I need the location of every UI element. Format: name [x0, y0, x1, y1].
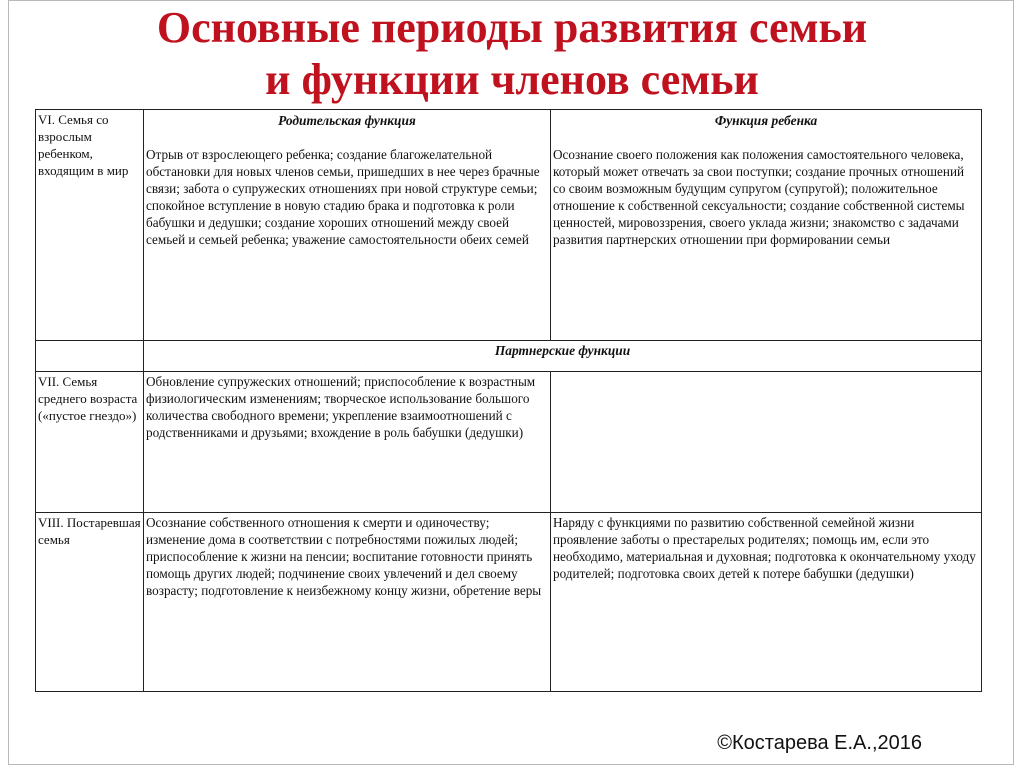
title-line-2: и функции членов семьи — [265, 55, 759, 104]
table-row — [36, 372, 982, 513]
copyright-notice: ©Костарева Е.А.,2016 — [717, 732, 922, 754]
stage-cell — [36, 341, 144, 372]
table-row — [36, 341, 982, 372]
parent-function-cell — [144, 110, 551, 341]
partner-function-text: Осознание собственного отношения к смерти и одиночеству; изменение дома в соответствии с потребностями пожилых людей; приспособление к жизни на пенсии; воспитание готовности принять помощь других людей; подчинение своих увлечений и дел своему возрасту; подготовление к неизбежному концу жизни, обретение веры — [146, 515, 542, 598]
stage-cell — [36, 372, 144, 513]
stage-cell — [36, 110, 144, 341]
family-periods-table — [35, 109, 982, 692]
child-function-cell — [551, 513, 982, 692]
parent-function-cell — [144, 513, 551, 692]
child-function-cell — [551, 110, 982, 341]
table-row — [36, 110, 982, 341]
header-partner-function: Партнерские функции — [144, 341, 982, 372]
stage-cell — [36, 513, 144, 692]
stage-label: VII. Семья среднего возраста («пустое гнездо») — [38, 374, 138, 423]
title-line-1: Основные периоды развития семьи — [156, 3, 868, 52]
stage-label: VI. Семья со взрослым ребенком, входящим в мир — [38, 112, 129, 178]
header-child-function: Функция ребенка — [714, 113, 818, 128]
slide-title — [0, 2, 1024, 106]
child-function-text: Наряду с функциями по развитию собственной семейной жизни проявление заботы о престарелых родителях; помощь им, если это необходимо, материальная и духовная; подготовка к окончательному уходу родителей; подготовка своих детей к потере бабушки (дедушки) — [553, 515, 976, 581]
table-row — [36, 513, 982, 692]
partner-function-text: Обновление супружеских отношений; приспособление к возрастным физиологическим изменениям; творческое использование большого количества свободного времени; укрепление взаимоотношений с родственниками и друзьями; вхождение в роль бабушки (дедушки) — [146, 374, 536, 440]
parent-function-cell — [144, 372, 551, 513]
child-function-cell — [551, 372, 982, 513]
header-parent-function: Родительская функция — [278, 113, 416, 128]
parent-function-text: Отрыв от взрослеющего ребенка; создание благожелательной обстановки для новых членов семьи, пришедших в нее через брачные связи; забота о супружеских отношениях при новой структуре семьи; спокойное вступление в новую стадию брака и подготовка к роли бабушки и дедушки; создание хороших отношений между своей семьей и семьей ребенка; уважение самостоятельности обеих семей — [146, 147, 540, 247]
child-function-text: Осознание своего положения как положения самостоятельного человека, который может отвечать за свои поступки; создание прочных отношений со своим возможным будущим супругом (супругой); положительное отношение к собственной сексуальности; создание собственной системы ценностей, мировоззрения, своего уклада жизни; знакомство с задачами развития партнерских отношении при формировании семьи — [553, 147, 965, 247]
stage-label: VIII. Постаревшая семья — [38, 515, 141, 547]
